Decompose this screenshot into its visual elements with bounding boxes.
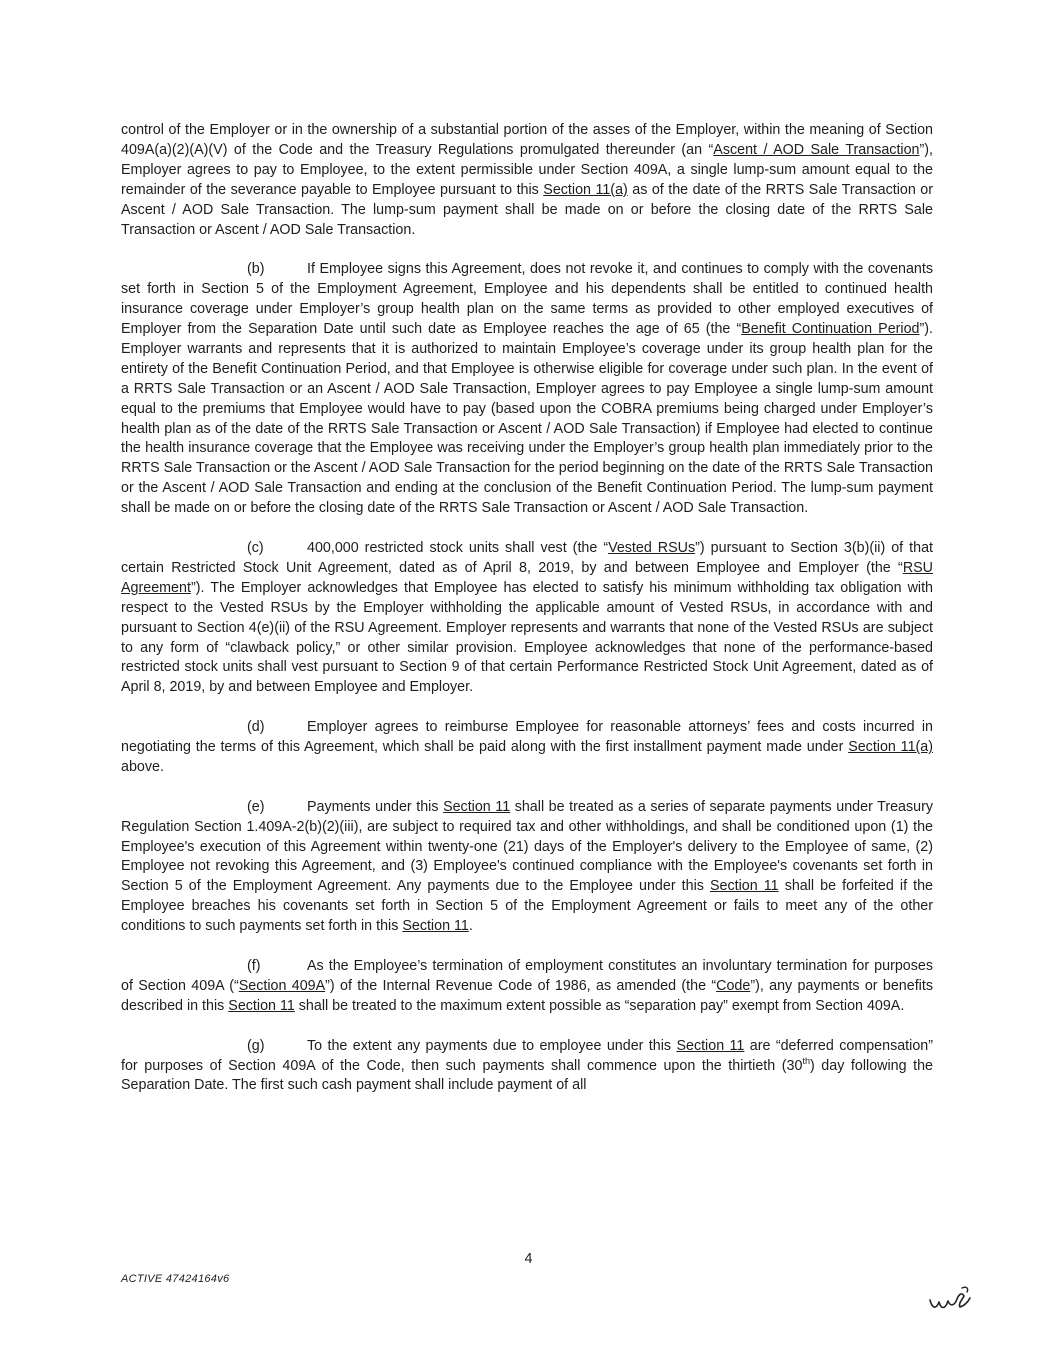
paragraph-continuation — [121, 121, 933, 240]
defined-term-ascent-aod-sale-transaction: Ascent / AOD Sale Transaction — [713, 141, 920, 158]
paragraph-g-text-3: ) day following the Separation Date. The first such cash payment shall include payment of all — [121, 1057, 933, 1094]
defined-term-code: Code — [716, 977, 751, 994]
paragraph-c-text-2: ”) pursuant to Section 3(b)(ii) of that certain Restricted Stock Unit Agreement, dated as of April 8, 2019, by and between Employee and Employer (the “ — [121, 540, 933, 576]
paragraph-c — [121, 539, 933, 698]
paragraph-e — [121, 798, 933, 937]
section-reference: Section 11 — [228, 997, 295, 1014]
section-reference: Section 11 — [676, 1037, 745, 1054]
paragraph-d-text-2: above. — [121, 758, 164, 775]
defined-term-benefit-continuation-period: Benefit Continuation Period — [741, 321, 920, 338]
paragraph-e-text-4: . — [468, 918, 473, 935]
paragraph-g-text-1: To the extent any payments due to employee under this — [307, 1037, 677, 1054]
paragraph-f-text-2: ”) of the Internal Revenue Code of 1986, as amended (the “ — [325, 977, 717, 994]
section-reference: Section 11 — [443, 798, 511, 815]
document-id: ACTIVE 47424164v6 — [121, 1273, 230, 1285]
paragraph-c-text-3: ”). The Employer acknowledges that Employee has elected to satisfy his minimum withholding tax obligation with respect to the Vested RSUs by the Employer withholding the applicable amount of Vested RSUs, in accordance with and pursuant to Section 4(e)(ii) of the RSU Agreement. Employer represents and warrants that none of the Vested RSUs are subject to any form of “clawback policy,” or other similar provision. Employee acknowledges that none of the performance-based restricted stock units shall vest pursuant to Section 9 of that certain Performance Restricted Stock Unit Agreement, dated as of April 8, 2019, by and between Employee and Employer. — [121, 579, 933, 696]
section-reference: Section 11 — [710, 878, 779, 895]
paragraph-label: (d) — [247, 719, 265, 736]
paragraph-e-text-2: shall be treated as a series of separate payments under Treasury Regulation Section 1.409A-2(b)(2)(iii), are subject to required tax and other withholdings, and shall be conditioned upon (1) the Employee's execution of this Agreement within twenty-one (21) days of the Employer's delivery to the Employee of same, (2) Employee not revoking this Agreement, and (3) Employee's continued compliance with the Employee's covenants set forth in Section 5 of the Employment Agreement. Any payments due to the Employee under this — [121, 798, 933, 895]
intro-text-2: ”), Employer agrees to pay to Employee, to the extent permissible under Section 409A, a single lump-sum amount equal to the remainder of the severance payable to Employee pursuant to this — [121, 141, 933, 198]
handwritten-initials — [926, 1280, 976, 1320]
ordinal-suffix: th — [802, 1055, 810, 1066]
paragraph-label: (e) — [247, 798, 265, 815]
section-reference: Section 11(a) — [543, 181, 628, 198]
paragraph-f-text-1: As the Employee’s termination of employment constitutes an involuntary termination for purposes of Section 409A (“ — [121, 957, 933, 994]
paragraph-c-text-1: 400,000 restricted stock units shall vest (the “ — [307, 540, 609, 556]
paragraph-g — [121, 1037, 933, 1097]
paragraph-e-text-3: shall be forfeited if the Employee breaches his covenants set forth in Section 5 of the Employment Agreement or fails to meet any of the other conditions to such payments set forth in this — [121, 878, 933, 935]
paragraph-e-text-1: Payments under this — [307, 798, 444, 815]
paragraph-label: (b) — [247, 261, 265, 278]
page-number: 4 — [524, 1251, 533, 1267]
paragraph-g-text-2: are “deferred compensation” for purposes of Section 409A of the Code, then such payments shall commence upon the thirtieth (30 — [121, 1037, 933, 1074]
section-reference: Section 11 — [402, 918, 469, 935]
paragraph-label: (c) — [247, 540, 264, 556]
defined-term-vested-rsus: Vested RSUs — [608, 540, 696, 556]
paragraph-b — [121, 260, 933, 519]
paragraph-d-text-1: Employer agrees to reimburse Employee for reasonable attorneys’ fees and costs incurred in negotiating the terms of this Agreement, which shall be paid along with the first installment payment made under — [121, 719, 933, 756]
intro-text-1: control of the Employer or in the ownership of a substantial portion of the asses of the Employer, within the meaning of Section 409A(a)(2)(A)(V) of the Code and the Treasury Regulations promulgated thereunder (an “ — [121, 122, 933, 158]
section-reference: Section 11(a) — [848, 739, 934, 756]
paragraph-f-text-4: shall be treated to the maximum extent possible as “separation pay” exempt from Section 409A. — [294, 997, 905, 1014]
paragraph-label: (g) — [247, 1037, 265, 1054]
defined-term-rsu-agreement: RSU Agreement — [121, 559, 933, 596]
paragraph-label: (f) — [247, 957, 261, 974]
paragraph-f-text-3: ”), any payments or benefits described in this — [121, 977, 933, 1014]
paragraph-f — [121, 957, 933, 1017]
defined-term-section-409a: Section 409A — [238, 977, 326, 994]
paragraph-b-text-2: ”). Employer warrants and represents that it is authorized to maintain Employee’s coverage under its group health plan for the entirety of the Benefit Continuation Period, and that Employee is otherwise eligible for coverage under such plan. In the event of a RRTS Sale Transaction or an Ascent / AOD Sale Transaction, Employer agrees to pay Employee a single lump-sum amount equal to the premiums that Employee would have to pay (based upon the COBRA premiums being charged under Employer’s health plan as of the date of the RRTS Sale Transaction or Ascent / AOD Sale Transaction) if Employee had elected to continue the health insurance coverage that the Employee was receiving under the Employer’s group health plan immediately prior to the RRTS Sale Transaction or the Ascent / AOD Sale Transaction for the period beginning on the date of the RRTS Sale Transaction or the Ascent / AOD Sale Transaction and ending at the conclusion of the Benefit Continuation Period. The lump-sum payment shall be made on or before the closing date of the RRTS Sale Transaction or Ascent / AOD Sale Transaction. — [121, 321, 933, 517]
document-body — [121, 121, 933, 1116]
intro-text-3: as of the date of the RRTS Sale Transaction or Ascent / AOD Sale Transaction. The lump-sum payment shall be made on or before the closing date of the RRTS Sale Transaction or Ascent / AOD Sale Transaction. — [121, 181, 933, 238]
paragraph-d — [121, 718, 933, 778]
paragraph-b-text-1: If Employee signs this Agreement, does not revoke it, and continues to comply with the covenants set forth in Section 5 of the Employment Agreement, Employee and his dependents shall be entitled to continued health insurance coverage under Employer’s group health plan on the same terms as provided to other employed executives of Employer from the Separation Date until such date as Employee reaches the age of 65 (the “ — [121, 261, 933, 338]
